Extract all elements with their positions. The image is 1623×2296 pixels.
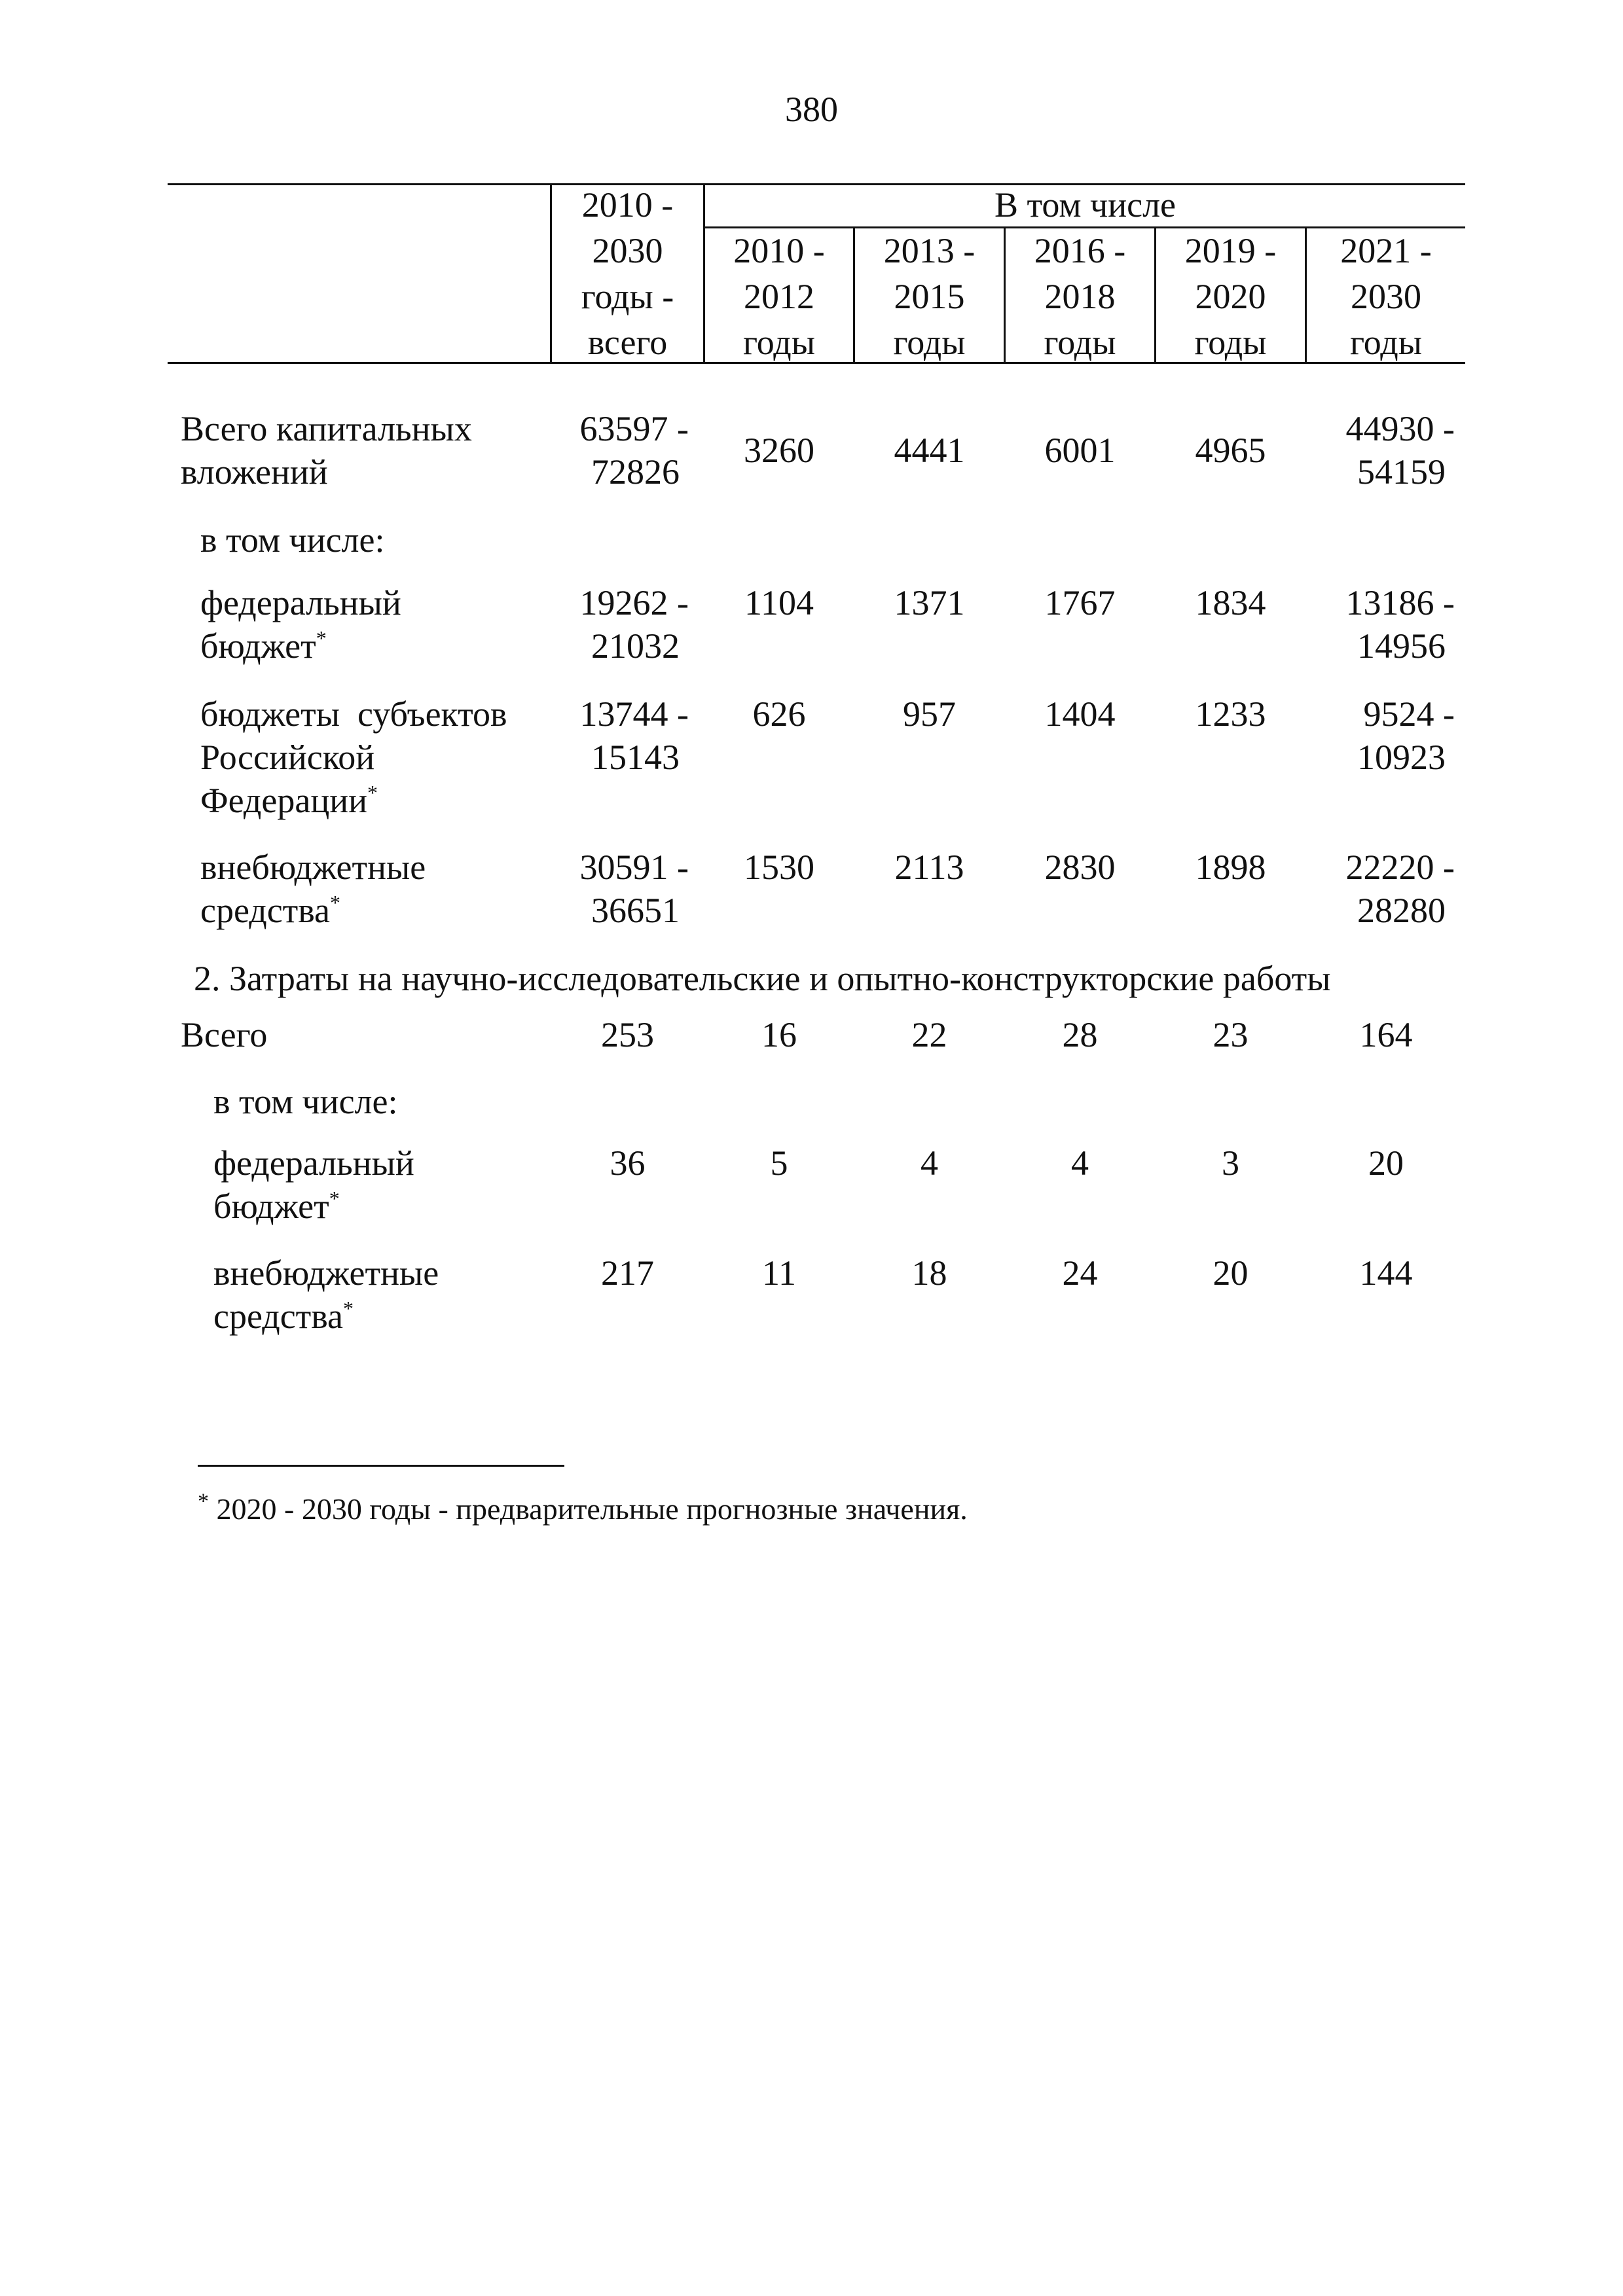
total-capital-2019-2020: 4965 [1195, 431, 1266, 470]
row-label-rnd-total: Всего [181, 1015, 268, 1054]
regional-2013-2015: 957 [903, 694, 956, 734]
rnd-offbudget-2016-2018: 24 [1062, 1253, 1098, 1293]
including-label: в том числе: [213, 1082, 398, 1121]
federal-2019-2020: 1834 [1195, 583, 1266, 622]
rnd-offbudget-2010-2012: 11 [762, 1253, 796, 1293]
regional-all-years: 13744 - [579, 694, 689, 734]
federal-2013-2015: 1371 [894, 583, 965, 622]
footnote [198, 1490, 968, 1529]
offbudget-2021-2030: 22220 - [1345, 848, 1455, 887]
rnd-total-all-years: 253 [601, 1015, 654, 1054]
including-label: в том числе: [200, 520, 385, 560]
header-period-2016-2018: 2016 - 2018 годы [1034, 231, 1126, 362]
footnote-marker: * [198, 1489, 209, 1514]
rnd-total-2016-2018: 28 [1062, 1015, 1098, 1054]
row-label-offbudget-funds-cont: средства* [200, 891, 341, 930]
regional-2021-2030-cont: 10923 [1357, 738, 1446, 777]
rnd-federal-2010-2012: 5 [770, 1143, 788, 1183]
regional-2016-2018: 1404 [1044, 694, 1116, 734]
row-label-total-capital: Всего капитальных [181, 409, 472, 448]
rnd-total-2013-2015: 22 [911, 1015, 947, 1054]
federal-all-years: 19262 - [579, 583, 689, 622]
row-label-regional-budgets: бюджеты субъектов [200, 694, 507, 734]
rnd-offbudget-2013-2015: 18 [911, 1253, 947, 1293]
federal-2021-2030: 13186 - [1345, 583, 1455, 622]
rnd-federal-2016-2018: 4 [1071, 1143, 1089, 1183]
regional-all-years-cont: 15143 [591, 738, 680, 777]
total-capital-2021-2030-cont: 54159 [1357, 452, 1446, 492]
rnd-offbudget-2021-2030: 144 [1359, 1253, 1413, 1293]
footnote-marker: * [330, 891, 341, 914]
rnd-federal-2013-2015: 4 [921, 1143, 938, 1183]
regional-2019-2020: 1233 [1195, 694, 1266, 734]
row-label-total-capital-cont: вложений [181, 452, 328, 492]
row-label-rnd-offbudget-cont: средства* [213, 1297, 354, 1336]
header-total-column: 2010 - 2030 годы - всего [581, 185, 674, 362]
total-capital-2016-2018: 6001 [1044, 431, 1116, 470]
rnd-total-2010-2012: 16 [761, 1015, 797, 1054]
row-label-regional-budgets-cont: Российской [200, 738, 375, 777]
offbudget-2016-2018: 2830 [1044, 848, 1116, 887]
offbudget-2010-2012: 1530 [744, 848, 814, 887]
header-period-2021-2030: 2021 - 2030 годы [1340, 231, 1432, 362]
offbudget-2013-2015: 2113 [894, 848, 964, 887]
rnd-total-2019-2020: 23 [1213, 1015, 1249, 1054]
rnd-federal-2021-2030: 20 [1368, 1143, 1404, 1183]
federal-2016-2018: 1767 [1044, 583, 1116, 622]
footnote-marker: * [343, 1297, 354, 1320]
header-period-2019-2020: 2019 - 2020 годы [1184, 231, 1277, 362]
regional-2010-2012: 626 [752, 694, 806, 734]
offbudget-2019-2020: 1898 [1195, 848, 1266, 887]
offbudget-all-years: 30591 - [579, 848, 689, 887]
rnd-federal-all-years: 36 [610, 1143, 646, 1183]
offbudget-all-years-cont: 36651 [591, 891, 680, 930]
total-capital-2010-2012: 3260 [744, 431, 814, 470]
total-capital-2021-2030: 44930 - [1345, 409, 1455, 448]
row-label-offbudget-funds: внебюджетные [200, 848, 426, 887]
federal-2021-2030-cont: 14956 [1357, 626, 1446, 666]
row-label-rnd-offbudget: внебюджетные [213, 1253, 439, 1293]
footnote-separator [198, 1465, 564, 1467]
regional-2021-2030: 9524 - [1363, 694, 1455, 734]
header-period-2013-2015: 2013 - 2015 годы [883, 231, 976, 362]
total-capital-all-years: 63597 - [579, 409, 689, 448]
rnd-federal-2019-2020: 3 [1222, 1143, 1239, 1183]
row-label-federal-budget: федеральный [200, 583, 401, 622]
total-capital-2013-2015: 4441 [894, 431, 965, 470]
page-number: 380 [785, 90, 838, 129]
header-group-label: В том числе [994, 185, 1176, 224]
footnote-marker: * [316, 626, 327, 650]
header-period-2010-2012: 2010 - 2012 годы [733, 231, 825, 362]
offbudget-2021-2030-cont: 28280 [1357, 891, 1446, 930]
federal-2010-2012: 1104 [744, 583, 814, 622]
footnote-text: 2020 - 2030 годы - предварительные прогнозные значения. [216, 1492, 968, 1526]
footnote-marker: * [329, 1187, 340, 1210]
section-title-rnd: 2. Затраты на научно-исследовательские и опытно-конструкторские работы [194, 959, 1331, 998]
federal-all-years-cont: 21032 [591, 626, 680, 666]
row-label-rnd-federal: федеральный [213, 1143, 414, 1183]
total-capital-all-years-cont: 72826 [591, 452, 680, 492]
rnd-offbudget-2019-2020: 20 [1213, 1253, 1249, 1293]
row-label-regional-budgets-cont: Федерации* [200, 781, 378, 820]
footnote-marker: * [367, 781, 378, 804]
rnd-total-2021-2030: 164 [1359, 1015, 1413, 1054]
rnd-offbudget-all-years: 217 [601, 1253, 654, 1293]
row-label-rnd-federal-cont: бюджет* [213, 1187, 340, 1226]
row-label-federal-budget-cont: бюджет* [200, 626, 327, 666]
